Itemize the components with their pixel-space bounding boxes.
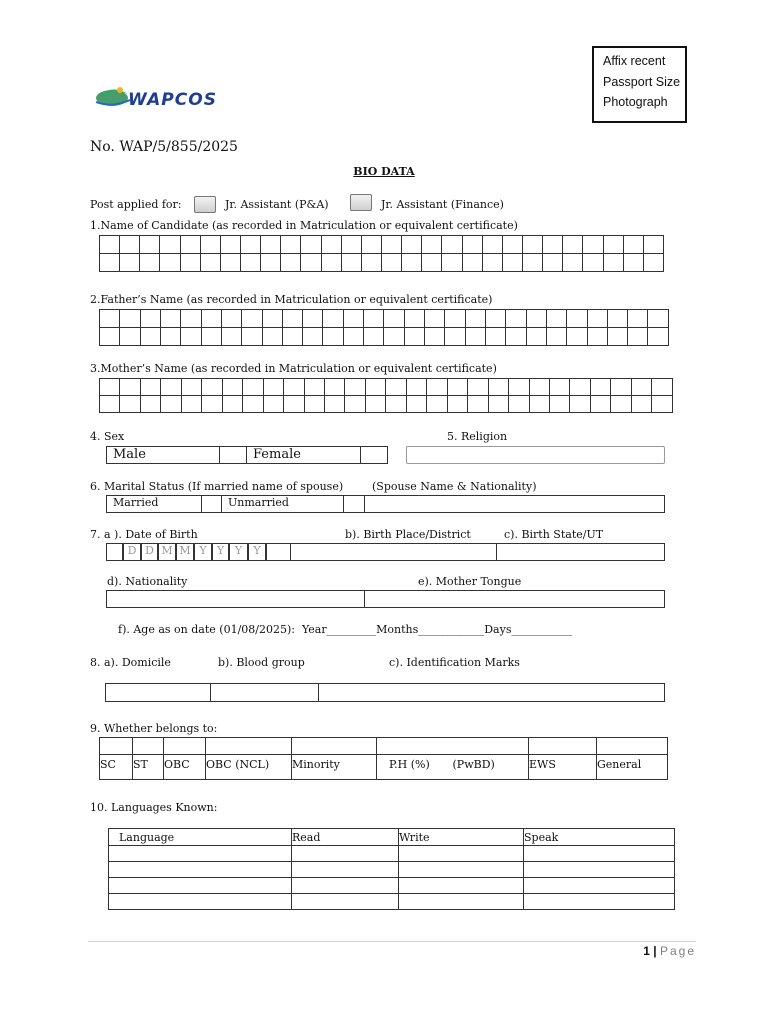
mother-name-char-cell[interactable]	[284, 379, 304, 396]
religion-field[interactable]	[406, 446, 665, 464]
category-table	[99, 737, 668, 780]
mother-tongue-label: e). Mother Tongue	[418, 575, 522, 588]
photo-placeholder-box	[592, 46, 687, 123]
post-option2-checkbox[interactable]	[350, 194, 372, 211]
religion-label: 5. Religion	[447, 430, 508, 443]
language-cell[interactable]	[109, 894, 292, 910]
lang-header-speak: Speak	[524, 829, 675, 846]
mother-name-char-cell[interactable]	[631, 379, 651, 396]
mother-name-char-cell[interactable]	[468, 379, 488, 396]
obc-checkbox-cell[interactable]	[164, 738, 206, 755]
category-ews: EWS	[529, 755, 597, 780]
birth-place-label: b). Birth Place/District	[345, 528, 471, 541]
candidate-name-char-cell[interactable]	[120, 236, 140, 254]
document-number: No. WAP/5/855/2025	[90, 139, 238, 155]
mother-name-char-cell[interactable]	[263, 396, 283, 413]
candidate-name-char-cell[interactable]	[543, 236, 563, 254]
candidate-name-char-cell[interactable]	[402, 236, 422, 254]
mother-name-char-cell[interactable]	[284, 396, 304, 413]
father-name-char-cell[interactable]	[485, 310, 505, 328]
mother-name-char-cell[interactable]	[386, 396, 406, 413]
mother-name-char-cell[interactable]	[181, 379, 201, 396]
language-cell[interactable]	[109, 846, 292, 862]
father-name-char-cell[interactable]	[607, 328, 627, 346]
father-name-char-cell[interactable]	[546, 310, 566, 328]
candidate-name-char-cell[interactable]	[402, 254, 422, 272]
post-option1-checkbox[interactable]	[194, 196, 216, 213]
candidate-name-char-cell[interactable]	[543, 254, 563, 272]
dob-digit-cell[interactable]: Y	[228, 543, 249, 561]
mother-name-label: 3.Mother’s Name (as recorded in Matriculation or equivalent certificate)	[90, 362, 497, 375]
father-name-char-cell[interactable]	[546, 328, 566, 346]
mother-name-char-cell[interactable]	[549, 396, 569, 413]
age-label-text: f). Age as on date (01/08/2025):	[118, 623, 295, 636]
father-name-char-cell[interactable]	[201, 328, 221, 346]
language-row	[109, 878, 675, 894]
minority-checkbox-cell[interactable]	[292, 738, 377, 755]
marital-unmarried-option[interactable]	[221, 495, 344, 513]
candidate-name-char-cell[interactable]	[200, 236, 220, 254]
father-name-char-cell[interactable]	[323, 328, 343, 346]
candidate-name-char-cell[interactable]	[482, 236, 502, 254]
father-name-char-cell[interactable]	[160, 328, 180, 346]
domicile-label: 8. a). Domicile	[90, 656, 171, 669]
mother-name-char-cell[interactable]	[161, 396, 181, 413]
father-name-char-cell[interactable]	[384, 310, 404, 328]
dob-digit-cell[interactable]: Y	[193, 543, 213, 561]
father-name-char-cell[interactable]	[100, 328, 120, 346]
sc-checkbox-cell[interactable]	[100, 738, 133, 755]
father-name-char-cell[interactable]	[242, 328, 262, 346]
father-name-char-cell[interactable]	[140, 328, 160, 346]
mother-name-char-cell[interactable]	[365, 379, 385, 396]
candidate-name-char-cell[interactable]	[100, 254, 120, 272]
nationality-label: d). Nationality	[107, 575, 188, 588]
mother-name-char-cell[interactable]	[324, 379, 344, 396]
spouse-field[interactable]	[364, 495, 665, 513]
mother-name-char-cell[interactable]	[222, 396, 242, 413]
mother-name-char-cell[interactable]	[447, 379, 467, 396]
language-cell[interactable]	[292, 862, 399, 878]
father-name-char-cell[interactable]	[303, 328, 323, 346]
dob-digit-cell[interactable]	[265, 543, 291, 561]
candidate-name-char-cell[interactable]	[341, 254, 361, 272]
candidate-name-char-cell[interactable]	[563, 254, 583, 272]
candidate-name-char-cell[interactable]	[361, 236, 381, 254]
candidate-name-char-cell[interactable]	[160, 254, 180, 272]
marital-married-option[interactable]	[106, 495, 202, 513]
married-text: Married	[113, 496, 159, 509]
father-name-char-cell[interactable]	[506, 328, 526, 346]
general-checkbox-cell[interactable]	[597, 738, 668, 755]
mother-name-char-cell[interactable]	[427, 379, 447, 396]
mother-name-char-cell[interactable]	[611, 396, 631, 413]
candidate-name-char-cell[interactable]	[240, 254, 260, 272]
mother-name-char-cell[interactable]	[611, 379, 631, 396]
father-name-char-cell[interactable]	[221, 328, 241, 346]
candidate-name-char-cell[interactable]	[563, 236, 583, 254]
candidate-name-char-cell[interactable]	[120, 254, 140, 272]
father-name-char-cell[interactable]	[425, 328, 445, 346]
birth-state-label: c). Birth State/UT	[504, 528, 604, 541]
mother-name-char-cell[interactable]	[488, 379, 508, 396]
st-checkbox-cell[interactable]	[133, 738, 164, 755]
mother-name-char-cell[interactable]	[120, 379, 140, 396]
lang-header-read: Read	[292, 829, 399, 846]
sex-female-option[interactable]	[246, 446, 361, 464]
age-label	[118, 623, 572, 637]
sex-male-checkbox[interactable]	[219, 446, 247, 464]
category-sc: SC	[100, 755, 133, 780]
candidate-name-label: 1.Name of Candidate (as recorded in Matriculation or equivalent certificate)	[90, 219, 518, 232]
sex-male-option[interactable]	[106, 446, 220, 464]
father-name-char-cell[interactable]	[404, 310, 424, 328]
mother-name-char-cell[interactable]	[140, 396, 160, 413]
age-days[interactable]: Days___________	[484, 623, 572, 636]
mother-name-char-cell[interactable]	[243, 379, 263, 396]
candidate-name-char-cell[interactable]	[422, 254, 442, 272]
language-cell[interactable]	[109, 862, 292, 878]
father-name-char-cell[interactable]	[465, 328, 485, 346]
candidate-name-char-cell[interactable]	[381, 236, 401, 254]
mother-name-char-cell[interactable]	[570, 396, 590, 413]
language-row	[109, 846, 675, 862]
mother-name-char-cell[interactable]	[509, 396, 529, 413]
language-cell[interactable]	[524, 878, 675, 894]
father-name-char-cell[interactable]	[648, 310, 669, 328]
category-st: ST	[133, 755, 164, 780]
obc-ncl-checkbox-cell[interactable]	[206, 738, 292, 755]
footer-divider	[88, 941, 696, 942]
father-name-char-cell[interactable]	[221, 310, 241, 328]
candidate-name-char-cell[interactable]	[301, 254, 321, 272]
father-name-char-cell[interactable]	[526, 328, 546, 346]
candidate-name-char-cell[interactable]	[180, 236, 200, 254]
language-cell[interactable]	[292, 878, 399, 894]
mother-name-char-cell[interactable]	[509, 379, 529, 396]
dob-label: 7. a ). Date of Birth	[90, 528, 198, 541]
father-name-char-cell[interactable]	[445, 310, 465, 328]
father-name-char-cell[interactable]	[343, 310, 363, 328]
mother-name-char-cell[interactable]	[590, 379, 610, 396]
candidate-name-char-cell[interactable]	[281, 236, 301, 254]
candidate-name-char-cell[interactable]	[341, 236, 361, 254]
candidate-name-char-cell[interactable]	[261, 236, 281, 254]
mother-name-char-cell[interactable]	[100, 379, 120, 396]
candidate-name-char-cell[interactable]	[200, 254, 220, 272]
candidate-name-grid[interactable]	[99, 235, 664, 272]
language-cell[interactable]	[399, 894, 524, 910]
father-name-char-cell[interactable]	[160, 310, 180, 328]
mother-name-char-cell[interactable]	[529, 379, 549, 396]
language-cell[interactable]	[399, 846, 524, 862]
languages-table	[108, 828, 675, 910]
dob-digit-cell[interactable]: Y	[247, 543, 267, 561]
candidate-name-char-cell[interactable]	[140, 254, 160, 272]
nationality-field[interactable]	[106, 590, 365, 608]
domicile-field[interactable]	[105, 683, 211, 702]
father-name-char-cell[interactable]	[262, 328, 282, 346]
category-obc: OBC	[164, 755, 206, 780]
father-name-char-cell[interactable]	[465, 310, 485, 328]
sex-female-checkbox[interactable]	[360, 446, 388, 464]
father-name-char-cell[interactable]	[282, 310, 302, 328]
candidate-name-char-cell[interactable]	[522, 236, 542, 254]
mother-name-char-cell[interactable]	[345, 396, 365, 413]
candidate-name-char-cell[interactable]	[603, 254, 623, 272]
language-cell[interactable]	[524, 862, 675, 878]
page-title: BIO DATA	[353, 165, 415, 178]
father-name-char-cell[interactable]	[364, 328, 384, 346]
mother-name-char-cell[interactable]	[447, 396, 467, 413]
lang-header-language: Language	[109, 829, 292, 846]
married-checkbox[interactable]	[201, 495, 222, 513]
blood-group-field[interactable]	[210, 683, 319, 702]
mother-name-char-cell[interactable]	[120, 396, 140, 413]
mother-name-char-cell[interactable]	[202, 379, 222, 396]
dob-digit-cell[interactable]: D	[122, 543, 142, 561]
father-name-char-cell[interactable]	[242, 310, 262, 328]
candidate-name-char-cell[interactable]	[220, 254, 240, 272]
category-label: 9. Whether belongs to:	[90, 722, 218, 735]
mother-tongue-field[interactable]	[364, 590, 665, 608]
mother-name-char-cell[interactable]	[243, 396, 263, 413]
ph-pwbd-checkbox-cell[interactable]	[377, 738, 529, 755]
candidate-name-char-cell[interactable]	[482, 254, 502, 272]
dob-digit-cell[interactable]: M	[157, 543, 177, 561]
mother-name-char-cell[interactable]	[652, 396, 673, 413]
father-name-char-cell[interactable]	[120, 328, 140, 346]
category-pwbd: (PwBD)	[453, 755, 529, 780]
father-name-char-cell[interactable]	[364, 310, 384, 328]
sex-male-text: Male	[113, 447, 146, 462]
father-name-char-cell[interactable]	[485, 328, 505, 346]
father-name-char-cell[interactable]	[282, 328, 302, 346]
mother-name-char-cell[interactable]	[161, 379, 181, 396]
candidate-name-char-cell[interactable]	[140, 236, 160, 254]
language-cell[interactable]	[524, 846, 675, 862]
father-name-char-cell[interactable]	[607, 310, 627, 328]
candidate-name-char-cell[interactable]	[603, 236, 623, 254]
mother-name-char-cell[interactable]	[222, 379, 242, 396]
dob-digit-cell[interactable]: D	[140, 543, 159, 561]
candidate-name-char-cell[interactable]	[381, 254, 401, 272]
ews-checkbox-cell[interactable]	[529, 738, 597, 755]
spouse-label: (Spouse Name & Nationality)	[372, 480, 537, 493]
age-year[interactable]: Year_________	[301, 623, 377, 636]
candidate-name-char-cell[interactable]	[462, 254, 482, 272]
language-cell[interactable]	[524, 894, 675, 910]
birth-place-field[interactable]	[290, 543, 497, 561]
language-cell[interactable]	[292, 894, 399, 910]
dob-digit-cell[interactable]: M	[175, 543, 195, 561]
category-obc-ncl: OBC (NCL)	[206, 755, 292, 780]
candidate-name-char-cell[interactable]	[502, 254, 522, 272]
mother-name-char-cell[interactable]	[468, 396, 488, 413]
mother-name-char-cell[interactable]	[365, 396, 385, 413]
mother-name-char-cell[interactable]	[304, 379, 324, 396]
candidate-name-char-cell[interactable]	[643, 254, 663, 272]
post-option2-label: Jr. Assistant (Finance)	[381, 198, 504, 211]
father-name-char-cell[interactable]	[201, 310, 221, 328]
mother-name-char-cell[interactable]	[549, 379, 569, 396]
father-name-grid[interactable]	[99, 309, 669, 346]
candidate-name-char-cell[interactable]	[623, 254, 643, 272]
father-name-char-cell[interactable]	[120, 310, 140, 328]
father-name-char-cell[interactable]	[303, 310, 323, 328]
photo-line-1: Affix recent	[603, 54, 666, 68]
page-separator: |	[653, 944, 657, 958]
father-name-label: 2.Father’s Name (as recorded in Matriculation or equivalent certificate)	[90, 293, 493, 306]
category-minority: Minority	[292, 755, 377, 780]
identification-marks-label: c). Identification Marks	[389, 656, 520, 669]
father-name-char-cell[interactable]	[648, 328, 669, 346]
candidate-name-char-cell[interactable]	[442, 254, 462, 272]
mother-name-char-cell[interactable]	[100, 396, 120, 413]
mother-name-grid[interactable]	[99, 378, 673, 413]
mother-name-char-cell[interactable]	[202, 396, 222, 413]
candidate-name-char-cell[interactable]	[623, 236, 643, 254]
mother-name-char-cell[interactable]	[570, 379, 590, 396]
mother-name-char-cell[interactable]	[652, 379, 673, 396]
father-name-char-cell[interactable]	[404, 328, 424, 346]
candidate-name-char-cell[interactable]	[240, 236, 260, 254]
mother-name-char-cell[interactable]	[386, 379, 406, 396]
languages-label: 10. Languages Known:	[90, 801, 218, 814]
candidate-name-char-cell[interactable]	[522, 254, 542, 272]
father-name-char-cell[interactable]	[425, 310, 445, 328]
candidate-name-char-cell[interactable]	[462, 236, 482, 254]
logo-text: WAPCOS	[128, 90, 217, 110]
father-name-char-cell[interactable]	[262, 310, 282, 328]
father-name-char-cell[interactable]	[628, 328, 648, 346]
father-name-char-cell[interactable]	[567, 310, 587, 328]
language-cell[interactable]	[109, 878, 292, 894]
birth-state-field[interactable]	[496, 543, 665, 561]
candidate-name-char-cell[interactable]	[442, 236, 462, 254]
wapcos-logo	[90, 68, 270, 126]
candidate-name-char-cell[interactable]	[321, 236, 341, 254]
language-cell[interactable]	[399, 862, 524, 878]
candidate-name-char-cell[interactable]	[220, 236, 240, 254]
mother-name-char-cell[interactable]	[304, 396, 324, 413]
mother-name-char-cell[interactable]	[345, 379, 365, 396]
unmarried-checkbox[interactable]	[343, 495, 365, 513]
candidate-name-char-cell[interactable]	[180, 254, 200, 272]
mother-name-char-cell[interactable]	[529, 396, 549, 413]
photo-line-2: Passport Size	[603, 74, 681, 89]
candidate-name-char-cell[interactable]	[502, 236, 522, 254]
father-name-char-cell[interactable]	[628, 310, 648, 328]
father-name-char-cell[interactable]	[181, 310, 201, 328]
father-name-char-cell[interactable]	[587, 310, 607, 328]
father-name-char-cell[interactable]	[526, 310, 546, 328]
page-word: Page	[659, 944, 696, 958]
lang-header-write: Write	[399, 829, 524, 846]
father-name-char-cell[interactable]	[343, 328, 363, 346]
mother-name-char-cell[interactable]	[263, 379, 283, 396]
candidate-name-char-cell[interactable]	[160, 236, 180, 254]
mother-name-char-cell[interactable]	[488, 396, 508, 413]
candidate-name-char-cell[interactable]	[583, 254, 603, 272]
candidate-name-char-cell[interactable]	[361, 254, 381, 272]
post-applied-label: Post applied for:	[90, 198, 182, 211]
mother-name-char-cell[interactable]	[590, 396, 610, 413]
mother-name-char-cell[interactable]	[181, 396, 201, 413]
page-footer	[643, 944, 696, 958]
sex-female-text: Female	[253, 447, 301, 462]
post-option1-label: Jr. Assistant (P&A)	[225, 198, 329, 211]
father-name-char-cell[interactable]	[140, 310, 160, 328]
candidate-name-char-cell[interactable]	[100, 236, 120, 254]
mother-name-char-cell[interactable]	[631, 396, 651, 413]
language-row	[109, 862, 675, 878]
marital-status-label: 6. Marital Status (If married name of spouse)	[90, 480, 344, 493]
language-cell[interactable]	[399, 878, 524, 894]
candidate-name-char-cell[interactable]	[281, 254, 301, 272]
dob-digit-cell[interactable]: Y	[211, 543, 230, 561]
age-months[interactable]: Months____________	[376, 623, 485, 636]
father-name-char-cell[interactable]	[181, 328, 201, 346]
candidate-name-char-cell[interactable]	[643, 236, 663, 254]
candidate-name-char-cell[interactable]	[583, 236, 603, 254]
mother-name-char-cell[interactable]	[406, 379, 426, 396]
category-ph: P.H (%)	[377, 755, 453, 780]
candidate-name-char-cell[interactable]	[422, 236, 442, 254]
category-general: General	[597, 755, 668, 780]
blood-group-label: b). Blood group	[218, 656, 305, 669]
language-cell[interactable]	[292, 846, 399, 862]
candidate-name-char-cell[interactable]	[321, 254, 341, 272]
language-row	[109, 894, 675, 910]
candidate-name-char-cell[interactable]	[261, 254, 281, 272]
father-name-char-cell[interactable]	[323, 310, 343, 328]
page-number: 1	[643, 944, 650, 958]
candidate-name-char-cell[interactable]	[301, 236, 321, 254]
mother-name-char-cell[interactable]	[406, 396, 426, 413]
father-name-char-cell[interactable]	[587, 328, 607, 346]
photo-line-3: Photograph	[603, 95, 668, 109]
father-name-char-cell[interactable]	[445, 328, 465, 346]
sex-label: 4. Sex	[90, 430, 125, 443]
father-name-char-cell[interactable]	[100, 310, 120, 328]
mother-name-char-cell[interactable]	[324, 396, 344, 413]
unmarried-text: Unmarried	[228, 496, 289, 509]
father-name-char-cell[interactable]	[384, 328, 404, 346]
mother-name-char-cell[interactable]	[140, 379, 160, 396]
father-name-char-cell[interactable]	[506, 310, 526, 328]
father-name-char-cell[interactable]	[567, 328, 587, 346]
identification-marks-field[interactable]	[318, 683, 665, 702]
mother-name-char-cell[interactable]	[427, 396, 447, 413]
